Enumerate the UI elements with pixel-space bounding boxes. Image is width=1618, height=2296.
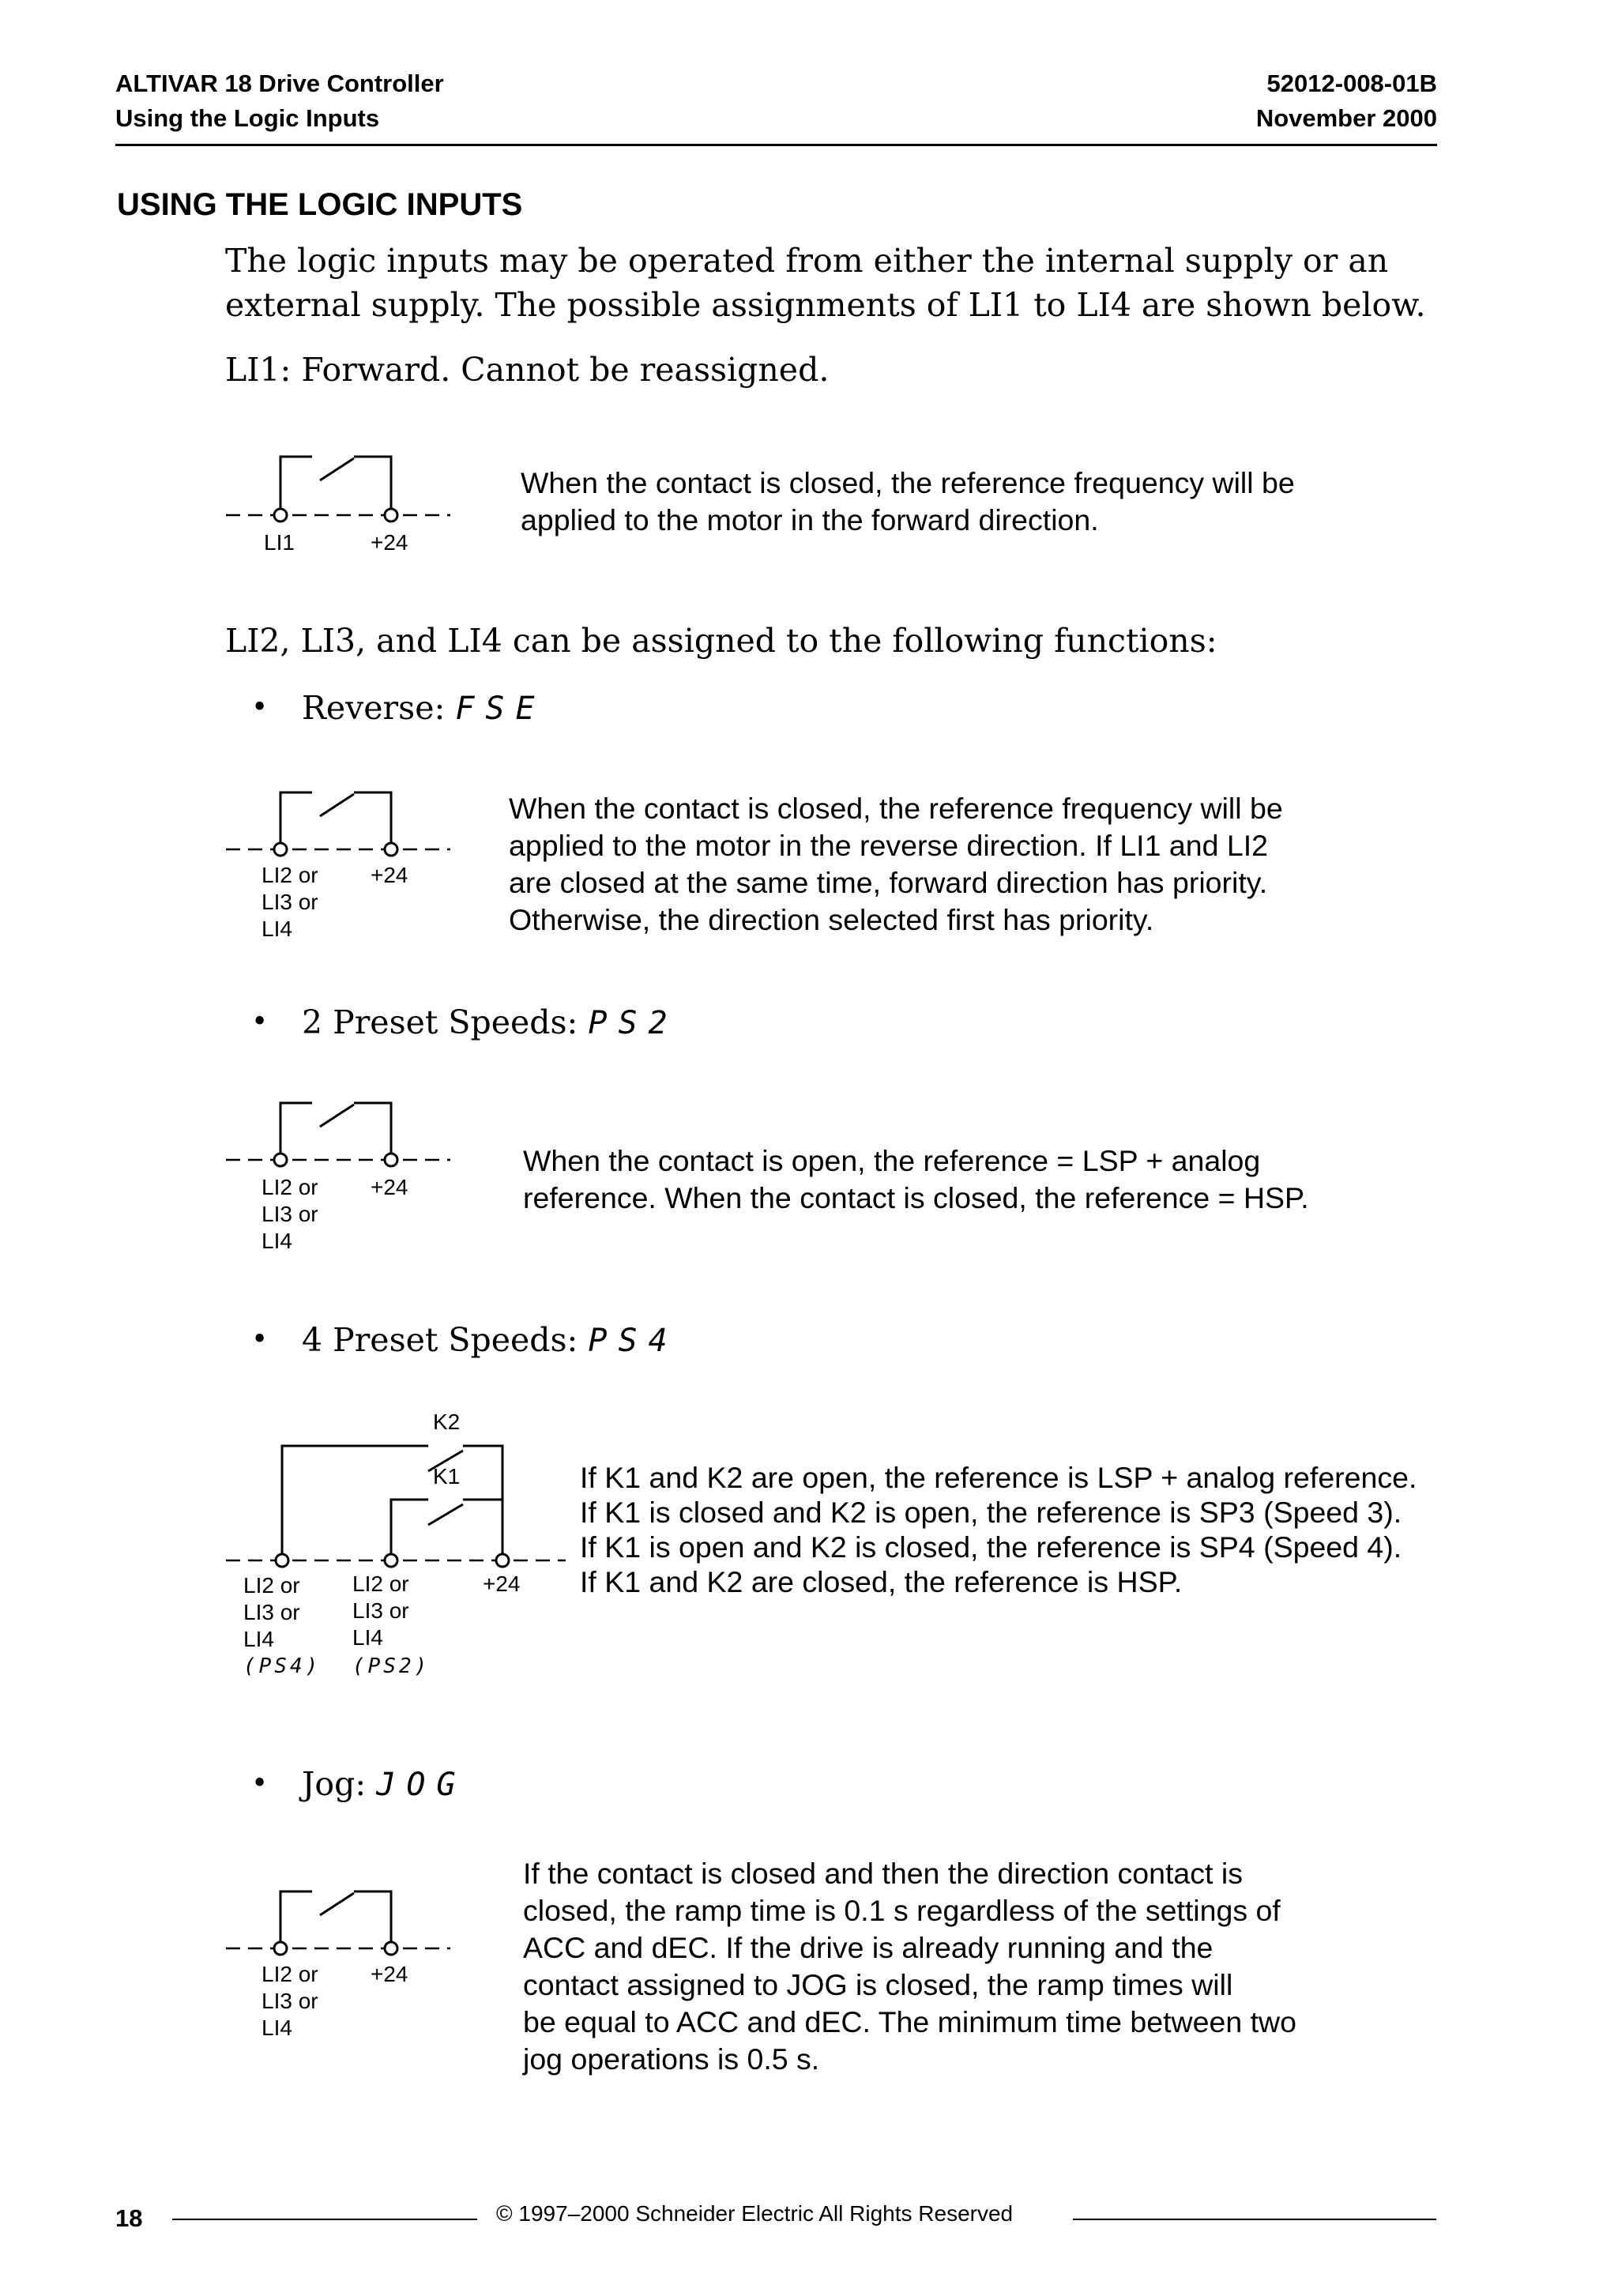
k2-label: K2 [433,1410,461,1434]
li1-contact-diagram [226,450,455,555]
doc-date: November 2000 [1255,104,1437,132]
reverse-description: When the contact is closed, the reference frequency will be applied to the motor in the reverse direction. If LI1 and LI2 are closed at the same time, forward direction has priority. Otherwise, the direction selected first has priority. [509,792,1283,936]
intro-paragraph: The logic inputs may be operated from either the internal supply or an external supply. The possible assignments of LI1 to LI4 are shown below. [225,242,1426,324]
input-label: LI2 or LI3 or LI4 [262,863,318,941]
ps4-title: 4 Preset Speeds: PS4 [302,1321,679,1359]
contact-schematic [226,1097,455,1160]
li1-description: When the contact is closed, the reference frequency will be applied to the motor in the forward direction. [521,466,1295,536]
section-title: Using the Logic Inputs [115,104,380,132]
bullet-reverse: • [251,691,269,724]
input-label: LI1 [264,530,295,555]
supply-label: +24 [371,863,408,887]
input-label-ps2: LI2 or LI3 or LI4 [352,1571,409,1650]
li1-assignment: LI1: Forward. Cannot be reassigned. [225,351,830,389]
header-rule [115,144,1437,146]
code-label-ps2: (PS2) [352,1654,431,1678]
bullet-ps4: • [251,1323,269,1356]
input-label: LI2 or LI3 or LI4 [262,1175,318,1253]
ps4-contact-diagram [226,1410,574,1691]
bullet-ps2: • [251,1006,269,1038]
k1-label: K1 [433,1464,461,1489]
assignment-intro: LI2, LI3, and LI4 can be assigned to the following functions: [225,622,1217,660]
reverse-code: FSE [455,691,546,727]
contact-schematic [226,1885,455,1948]
supply-label: +24 [483,1571,521,1596]
jog-contact-diagram [226,1885,455,2043]
jog-title: Jog: JOG [302,1765,467,1803]
input-label: LI2 or LI3 or LI4 [262,1962,318,2040]
input-label-ps4: LI2 or LI3 or LI4 [243,1573,300,1651]
supply-label: +24 [371,1962,408,1986]
doc-number: 52012-008-01B [1266,70,1437,97]
page-number: 18 [115,2204,143,2232]
dual-contact-schematic [226,1414,574,1572]
copyright-notice: © 1997–2000 Schneider Electric All Rights Reserved [496,2201,1014,2226]
ps2-code: PS2 [588,1005,679,1041]
jog-code: JOG [376,1767,467,1803]
ps2-title: 2 Preset Speeds: PS2 [302,1003,679,1041]
supply-label: +24 [371,1175,408,1199]
ps4-description: If K1 and K2 are open, the reference is LSP + analog reference. If K1 is closed and K2 is open, the reference is SP3 (Speed 3). If K1 is open and K2 is closed, the reference is SP4 (Speed 4). If K1 and K2 are closed, the reference is HSP. [580,1461,1417,1598]
footer-rule-left [172,2219,477,2220]
supply-label: +24 [371,530,408,555]
reverse-contact-diagram [226,786,455,944]
contact-schematic [226,786,455,849]
jog-description: If the contact is closed and then the direction contact is closed, the ramp time is 0.1 s regardless of the settings of ACC and dEC. If the drive is already running and the contact assigned to JOG is closed, the ramp times will be equal to ACC and dEC. The minimum time between two jog operations is 0.5 s. [523,1857,1296,2076]
footer-rule-right [1073,2219,1436,2220]
code-label-ps4: (PS4) [243,1654,322,1678]
bullet-jog: • [251,1767,269,1800]
ps2-description: When the contact is open, the reference = LSP + analog reference. When the contact is closed, the reference = HSP. [523,1144,1309,1214]
reverse-title: Reverse: FSE [302,689,546,727]
ps4-code: PS4 [588,1323,679,1359]
ps2-contact-diagram [226,1097,455,1255]
page-heading: USING THE LOGIC INPUTS [117,187,523,222]
contact-schematic [226,450,455,514]
doc-title: ALTIVAR 18 Drive Controller [115,70,444,97]
